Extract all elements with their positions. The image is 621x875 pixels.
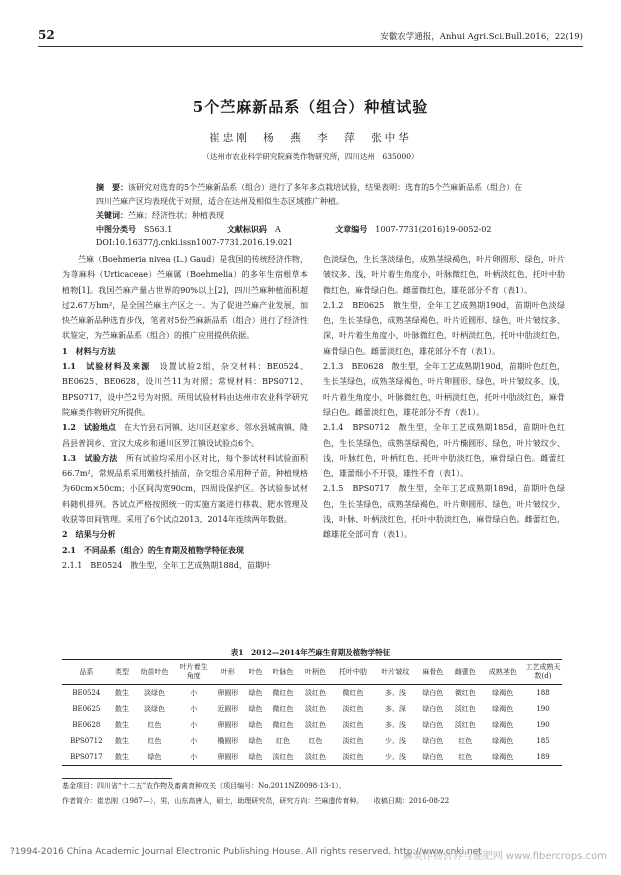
body-column-right — [323, 252, 565, 543]
table-cell: 绿色 — [248, 721, 263, 729]
col-header: 工艺成熟天数(d) — [524, 660, 562, 685]
table-cell: 散生 — [115, 737, 129, 745]
intro-paragraph: 苎麻（Boehmeria nivea (L.) Gaud）是我国的传统经济作物，为荨麻科（Urticaceae）苎麻属（Boehmelia）的多年生宿根草本植物[1]。我国苎麻产量占世界的90%以上[2]，四川苎麻种植面积超过2.67万hm²，是全国苎麻主产区之一。为了促进苎麻产业发展，加快苎麻新品种选育步伐，笔者对5份苎麻新品系（组合）进行了经济性状鉴定，为苎麻新品系（组合）的推广应用提供依据。 — [62, 255, 308, 341]
table-cell: 绿褐色 — [492, 737, 514, 745]
table-cell: 淡红色 — [454, 721, 476, 729]
table-cell: 微红色 — [342, 689, 364, 697]
col-header: 叶脉色 — [267, 660, 300, 685]
table-cell: 绿褐色 — [492, 705, 514, 713]
table-cell: 淡红色 — [342, 721, 364, 729]
col-header: 叶色 — [244, 660, 267, 685]
table-row — [62, 717, 562, 733]
table-row — [62, 733, 562, 749]
col-header: 托叶中肋 — [332, 660, 374, 685]
table-cell: 淡红色 — [454, 705, 476, 713]
table-cell: 190 — [536, 705, 550, 713]
table-cell: 绿褐色 — [482, 749, 524, 766]
table-cell: 微红色 — [272, 721, 294, 729]
table-cell: 淡红色 — [332, 749, 374, 766]
article-no-value: 1007-7731(2016)19-0052-02 — [375, 225, 492, 234]
received-date: 收稿日期：2016-08-22 — [373, 797, 450, 805]
clc-label: 中图分类号 — [96, 224, 136, 234]
author-list: 崔忠刚 杨 燕 李 萍 张中华 — [209, 132, 412, 144]
table-cell: 绿白色 — [422, 705, 444, 713]
table-cell: 淡绿色 — [143, 689, 165, 697]
section-heading-results: 2 结果与分析 — [62, 529, 116, 540]
table-cell: 多、浅 — [384, 721, 406, 729]
table-cell: 绿褐色 — [492, 689, 514, 697]
table-cell: 小 — [190, 721, 198, 729]
abstract-label: 摘 要： — [96, 182, 128, 192]
classification-line — [96, 224, 543, 235]
table-cell: 少、浅 — [384, 737, 406, 745]
paragraph: 2.1.1 BE0524 散生型，全年工艺成熟期188d，苗期叶 — [62, 560, 271, 570]
col-header: 成熟茎色 — [482, 660, 524, 685]
table-cell: 散生 — [115, 705, 129, 713]
col-header: 幼苗叶色 — [133, 660, 175, 685]
col-header: 叶片皱纹 — [374, 660, 416, 685]
table-cell: 绿色 — [244, 749, 267, 766]
table-cell: 绿褐色 — [492, 721, 514, 729]
paper-title: 5个苎麻新品系（组合）种植试验 — [192, 98, 429, 116]
doi: DOI:10.16377/j.cnki.issn1007-7731.2016.19.021 — [96, 238, 294, 247]
keywords-label: 关键词： — [96, 210, 128, 220]
table-cell: 微红色 — [272, 689, 294, 697]
subsection-heading: 1.3 试验方法 — [62, 452, 118, 463]
table-cell: 微红色 — [454, 689, 476, 697]
table-cell: 淡红色 — [267, 749, 300, 766]
subsection-heading: 2.1 不同品系（组合）的生育期及植物学特征表现 — [62, 544, 244, 555]
paragraph: 所有试验均采用小区对比，每个参试材料试验面积66.7m²，常规品系采用嫩枝扦插苗，杂交组合采用种子苗，种植规格为60cm×50cm；小区间沟宽90cm，四周设保护区。各试验参试材料随机排列。各试点严格按照统一的实施方案进行移栽、肥水管理及收获等田间管理。采用了6个试点2013、2014年连续两年数据。 — [62, 453, 309, 525]
table-row — [62, 701, 562, 717]
table-cell: 多、深 — [384, 705, 406, 713]
table-cell: 卵圆形 — [217, 721, 239, 729]
table-cell: 红色 — [458, 737, 473, 745]
table-cell: 淡红色 — [305, 705, 327, 713]
col-header: 叶柄色 — [299, 660, 332, 685]
table-cell: 红色 — [276, 737, 291, 745]
table-cell: 绿色 — [248, 705, 263, 713]
page-number: 52 — [38, 28, 55, 42]
table-cell: BPS0712 — [70, 737, 103, 745]
table-cell: 淡红色 — [305, 689, 327, 697]
doc-code-label: 文献标识码 — [226, 224, 267, 234]
table-cell: 红色 — [449, 749, 482, 766]
table-cell: 红色 — [147, 721, 162, 729]
table-cell: 小 — [176, 749, 212, 766]
footnote-rule — [62, 778, 172, 779]
table-cell: 小 — [190, 689, 198, 697]
table-cell: 淡红色 — [299, 749, 332, 766]
table-cell: 淡绿色 — [143, 705, 165, 713]
table-cell: 绿白色 — [417, 749, 450, 766]
table-cell: 绿白色 — [422, 737, 444, 745]
table-cell: 188 — [536, 689, 550, 697]
author-note — [62, 796, 572, 806]
table-cell: 散生 — [111, 749, 134, 766]
author-bio: 作者简介：崔忠刚（1987—），男，山东高唐人，硕士，助理研究员，研究方向：苎麻遗传育种。 — [62, 797, 360, 805]
abstract — [96, 180, 526, 209]
table-row — [62, 685, 562, 702]
paragraph: 2.1.2 BE0625 散生型，全年工艺成熟期190d，苗期叶色淡绿色，生长茎绿色，成熟茎绿褐色，叶片近圆形、绿色，叶片皱纹多、深，叶片着生角度小，叶脉微红色，叶柄淡红色，托叶中肋淡红色，麻骨绿白色。雌蕾淡红色，雄花部分不育（表1）。 — [323, 300, 565, 356]
table-cell: 多、浅 — [384, 689, 406, 697]
watermark: 麻类作物营养与施肥网 www.fibercrops.com — [402, 851, 607, 862]
table-header-row — [62, 660, 562, 685]
table-cell: 绿白色 — [422, 721, 444, 729]
col-header: 叶形 — [212, 660, 245, 685]
subsection-heading: 1.2 试验地点 — [62, 422, 116, 433]
copyright-footer: ?1994-2016 China Academic Journal Electronic Publishing House. All rights reserved. http://www.cnki.net — [10, 847, 482, 857]
table-cell: 少、浅 — [374, 749, 416, 766]
paragraph: 设置试验2组，杂交材料：BE0524、BE0625、BE0628，设川苎11为对照；常规材料：BPS0712、BPS0717，设中苎2号为对照。所用试验材料由达州市农业科学研究院麻类作物研究所提供。 — [62, 362, 308, 417]
table-cell: BPS0717 — [62, 749, 111, 766]
table-cell: BE0625 — [72, 705, 101, 713]
clc-value: S563.1 — [144, 225, 173, 234]
paragraph: 在大竹县石河镇、达川区赵家乡、邻水县城南镇、隆昌县普润乡、宣汉大成乡和通川区罗江镇设试验点6个。 — [62, 423, 309, 448]
table-cell: 绿色 — [248, 737, 263, 745]
table-cell: 散生 — [115, 689, 129, 697]
subsection-heading: 1.1 试验材料及来源 — [62, 361, 151, 372]
table-cell: 185 — [536, 737, 550, 745]
table-cell: 小 — [190, 705, 198, 713]
table-cell: BE0628 — [72, 721, 101, 729]
paragraph: 2.1.5 BPS0717 散生型，全年工艺成熟期189d，苗期叶色绿色，生长茎绿色，成熟茎绿褐色，叶片卵圆形、绿色，叶片皱纹少、浅，叶脉、叶柄淡红色，托叶中肋淡红色，麻骨绿白色。雌蕾红色，雌雄花全部可育（表1）。 — [323, 484, 565, 540]
doc-code-value: A — [274, 225, 281, 234]
table-cell: 椭圆形 — [217, 737, 239, 745]
table-cell: 卵圆形 — [212, 749, 245, 766]
col-header: 品系 — [62, 660, 111, 685]
table-cell: 小 — [190, 737, 198, 745]
table-cell: 绿色 — [248, 689, 263, 697]
table-cell: 红色 — [308, 737, 323, 745]
table-cell: 淡红色 — [342, 737, 364, 745]
table-cell: 微红色 — [272, 705, 294, 713]
table-cell: 近圆形 — [217, 705, 239, 713]
table-row — [62, 749, 562, 766]
article-no-label: 文章编号 — [335, 224, 368, 234]
table-cell: 绿色 — [133, 749, 175, 766]
keywords-text: 苎麻；经济性状；种植表现 — [128, 211, 224, 220]
table-cell: 红色 — [147, 737, 162, 745]
table-cell: 淡红色 — [305, 721, 327, 729]
paragraph: 2.1.4 BPS0712 散生型，全年工艺成熟期185d，苗期叶色红色，生长茎绿色，成熟茎绿褐色，叶片椭圆形、绿色，叶片皱纹少、浅，叶脉红色，叶柄红色、托叶中肋淡红色，麻骨绿白色。雌蕾红色，雄蕾细小不开裂，雄性不育（表1）。 — [323, 423, 565, 479]
table-cell: 淡红色 — [342, 705, 364, 713]
col-header: 麻骨色 — [417, 660, 450, 685]
funding-note: 基金项目：四川省“十二五”农作物及畜禽育种攻关（项目编号：No.2011NZ0098-13-1）。 — [62, 782, 346, 790]
table-caption: 表1 2012—2014年苎麻生育期及植物学特征 — [230, 648, 391, 657]
abstract-text: 该研究对选育的5个苎麻新品系（组合）进行了多年多点栽培试验，结果表明：选育的5个苎麻新品系（组合）在四川苎麻产区均表现优于对照，适合在达州及相似生态区域推广种植。 — [96, 183, 523, 206]
section-heading-materials: 1 材料与方法 — [62, 345, 116, 356]
table-cell: BE0524 — [72, 689, 101, 697]
header-rule — [38, 46, 583, 47]
keywords — [96, 210, 526, 221]
traits-table — [62, 659, 562, 766]
table-cell: 卵圆形 — [217, 689, 239, 697]
table-cell: 散生 — [115, 721, 129, 729]
journal-header: 安徽农学通报，Anhui Agri.Sci.Bull.2016，22(19) — [380, 32, 583, 42]
col-header: 雌蕾色 — [449, 660, 482, 685]
paragraph: 色淡绿色，生长茎淡绿色，成熟茎绿褐色，叶片卵圆形、绿色，叶片皱纹多、浅，叶片着生角度小，叶脉微红色，叶柄淡红色，托叶中肋微红色，麻骨绿白色。雌蕾微红色，雄花部分不育（表1）。 — [323, 255, 565, 295]
table-cell: 190 — [536, 721, 550, 729]
table-cell: 189 — [524, 749, 562, 766]
col-header: 类型 — [111, 660, 134, 685]
col-header: 叶片着生角度 — [176, 660, 212, 685]
affiliation: （达州市农业科学研究院麻类作物研究所，四川达州 635000） — [202, 152, 419, 161]
paragraph: 2.1.3 BE0628 散生型，全年工艺成熟期190d，苗期叶色红色，生长茎绿色，成熟茎绿褐色，叶片卵圆形、绿色，叶片皱纹多、浅，叶片着生角度小，叶脉微红色，叶柄淡红色，托叶中肋淡红色，麻骨绿白色。雌蕾淡红色，雄花部分不育（表1）。 — [323, 362, 565, 417]
table-cell: 绿白色 — [422, 689, 444, 697]
body-column-left — [62, 252, 308, 573]
